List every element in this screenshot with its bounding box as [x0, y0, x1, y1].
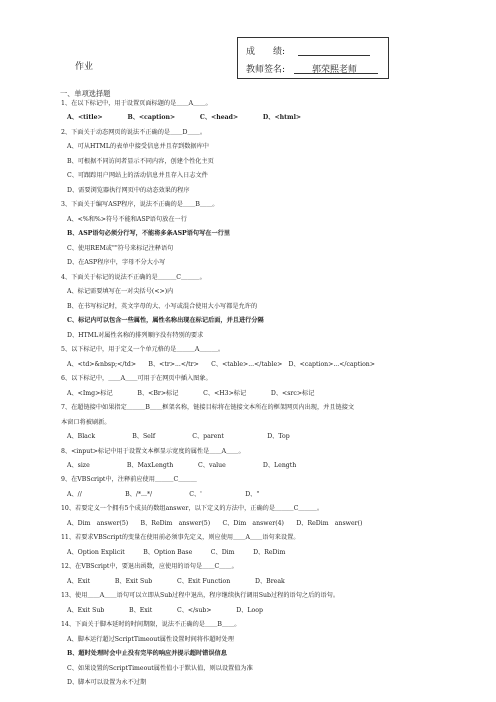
option-line: A、脚本运行超过ScriptTimeout属性设置时间将作超时处理	[67, 635, 234, 643]
question-line: 3、下面关于编写ASP程序，说法不正确的是＿＿B＿＿。	[61, 201, 219, 209]
score-box	[237, 37, 389, 79]
question-line: 4、下面关于标记的说法不正确的是＿＿＿C＿＿＿。	[61, 273, 206, 281]
question-line: 10、若要定义一个拥有5个成员的数组answer，以下定义的方法中，正确的是＿＿＿C＿＿＿。	[61, 505, 324, 513]
option-line: B、可根据不同访问者显示不同内容，创建个性化主页	[67, 157, 214, 165]
question-line: 6、以下标记中，＿＿A＿＿可用于在网页中插入图象。	[61, 375, 212, 383]
option-line: B、ASP语句必须分行写，不能将多条ASP语句写在一行里	[67, 230, 231, 238]
option-line: C、使用REM或""符号来标记注释语句	[67, 244, 174, 252]
option-line: D、在ASP程序中，字母不分大小写	[67, 259, 166, 267]
option-line: A、可从HTML的表单中接受信息并且存到数据库中	[67, 143, 209, 151]
option-line: C、如果设置的ScriptTimeout属性值小于默认值，则以设置值为准	[67, 664, 253, 672]
option-line: B、在书写标记时，英文字母的大、小写或混合使用大小写都是允许的	[67, 302, 258, 310]
teacher-underline	[294, 73, 378, 74]
option-line: A、Exit Sub B、Exit C、</sub> D、Loop	[67, 606, 263, 614]
option-line: B、超时处理时会中止没有完毕的响应并提示超时错误信息	[67, 650, 227, 658]
option-line: A、Exit B、Exit Sub C、Exit Function D、Break	[67, 577, 285, 585]
question-line: 9、在VBScript中，注释前应使用＿＿＿C＿＿＿	[61, 476, 197, 484]
option-line: D、脚本可以设置为永不过期	[67, 679, 147, 687]
question-line: 7、在超链接中如果指定＿＿＿B＿＿框架名称，链接目标将在链接文本所在的框架网页内出现，并且链接文	[61, 404, 355, 412]
option-line: D、HTML对属性名称的排列顺序没有特别的要求	[67, 331, 204, 339]
option-line: A、<title> B、<caption> C、<head> D、<html>	[67, 114, 302, 122]
score-label: 成 绩:	[246, 47, 286, 57]
option-line: A、标记需要填写在一对尖括号(<>)内	[67, 288, 174, 296]
section-title: 一、单项选择题	[60, 89, 111, 98]
option-line: A、<td>&nbsp;</td> B、<tr>...</tr> C、<table>...</table> D、<caption>...</caption>	[67, 360, 375, 368]
teacher-label: 教师签名:	[246, 65, 286, 75]
option-line: A、Black B、Self C、parent D、Top	[67, 433, 290, 441]
option-line: A、Option Explicit B、Option Base C、Dim D、ReDim	[67, 548, 286, 556]
score-underline	[298, 55, 370, 56]
option-line: A、size B、MaxLength C、value D、Length	[67, 462, 297, 469]
homework-title: 作业	[75, 62, 94, 72]
question-line: 14、下面关于脚本延时的时间期限，说法不正确的是＿＿B＿＿。	[61, 621, 241, 629]
teacher-name: 郭荣熙老师	[312, 65, 358, 75]
question-line: 2、下面关于动态网页的说法不正确的是＿＿D＿＿。	[61, 128, 207, 136]
question-line: 5、以下标记中，用于定义一个单元格的是＿＿＿A＿＿＿。	[61, 346, 225, 354]
option-line: 本窗口将被刷新。	[61, 418, 111, 426]
option-line: C、可跟踪用户网站上的活动信息并且存入日志文件	[67, 172, 208, 180]
question-line: 12、在VBScript中，要退出函数，应使用的语句是＿＿C＿＿。	[61, 563, 238, 571]
option-line: D、需要浏览器执行网页中的动态效果的程序	[67, 186, 190, 194]
option-line: A、Dim answer(5) B、ReDim answer(5) C、Dim answer(4) D、ReDim answer()	[67, 519, 363, 527]
question-line: 1、在以下标记中，用于设置页面标题的是＿＿A＿＿。	[61, 100, 212, 107]
option-line: A、<%和%>符号不能和ASP语句放在一行	[67, 215, 187, 223]
option-line: A、// B、/*...*/ C、' D、"	[67, 490, 260, 498]
option-line: A、<Img>标记 B、<Br>标记 C、<H3>标记 D、<src>标记	[67, 389, 315, 397]
question-line: 13、使用＿＿A＿＿语句可以立即从Sub过程中退出，程序继续执行调用Sub过程的语句之后的语句。	[61, 592, 340, 600]
question-line: 11、若要求VBScript的变量在使用前必须事先定义，则应使用＿＿A＿＿语句来设置。	[61, 534, 300, 542]
question-line: 8、<input>标记中用于设置文本框显示宽度的属性是＿＿A＿＿。	[61, 447, 245, 455]
option-line: C、标记内可以包含一些属性，属性名称出现在标记后面，并且进行分隔	[67, 317, 264, 325]
